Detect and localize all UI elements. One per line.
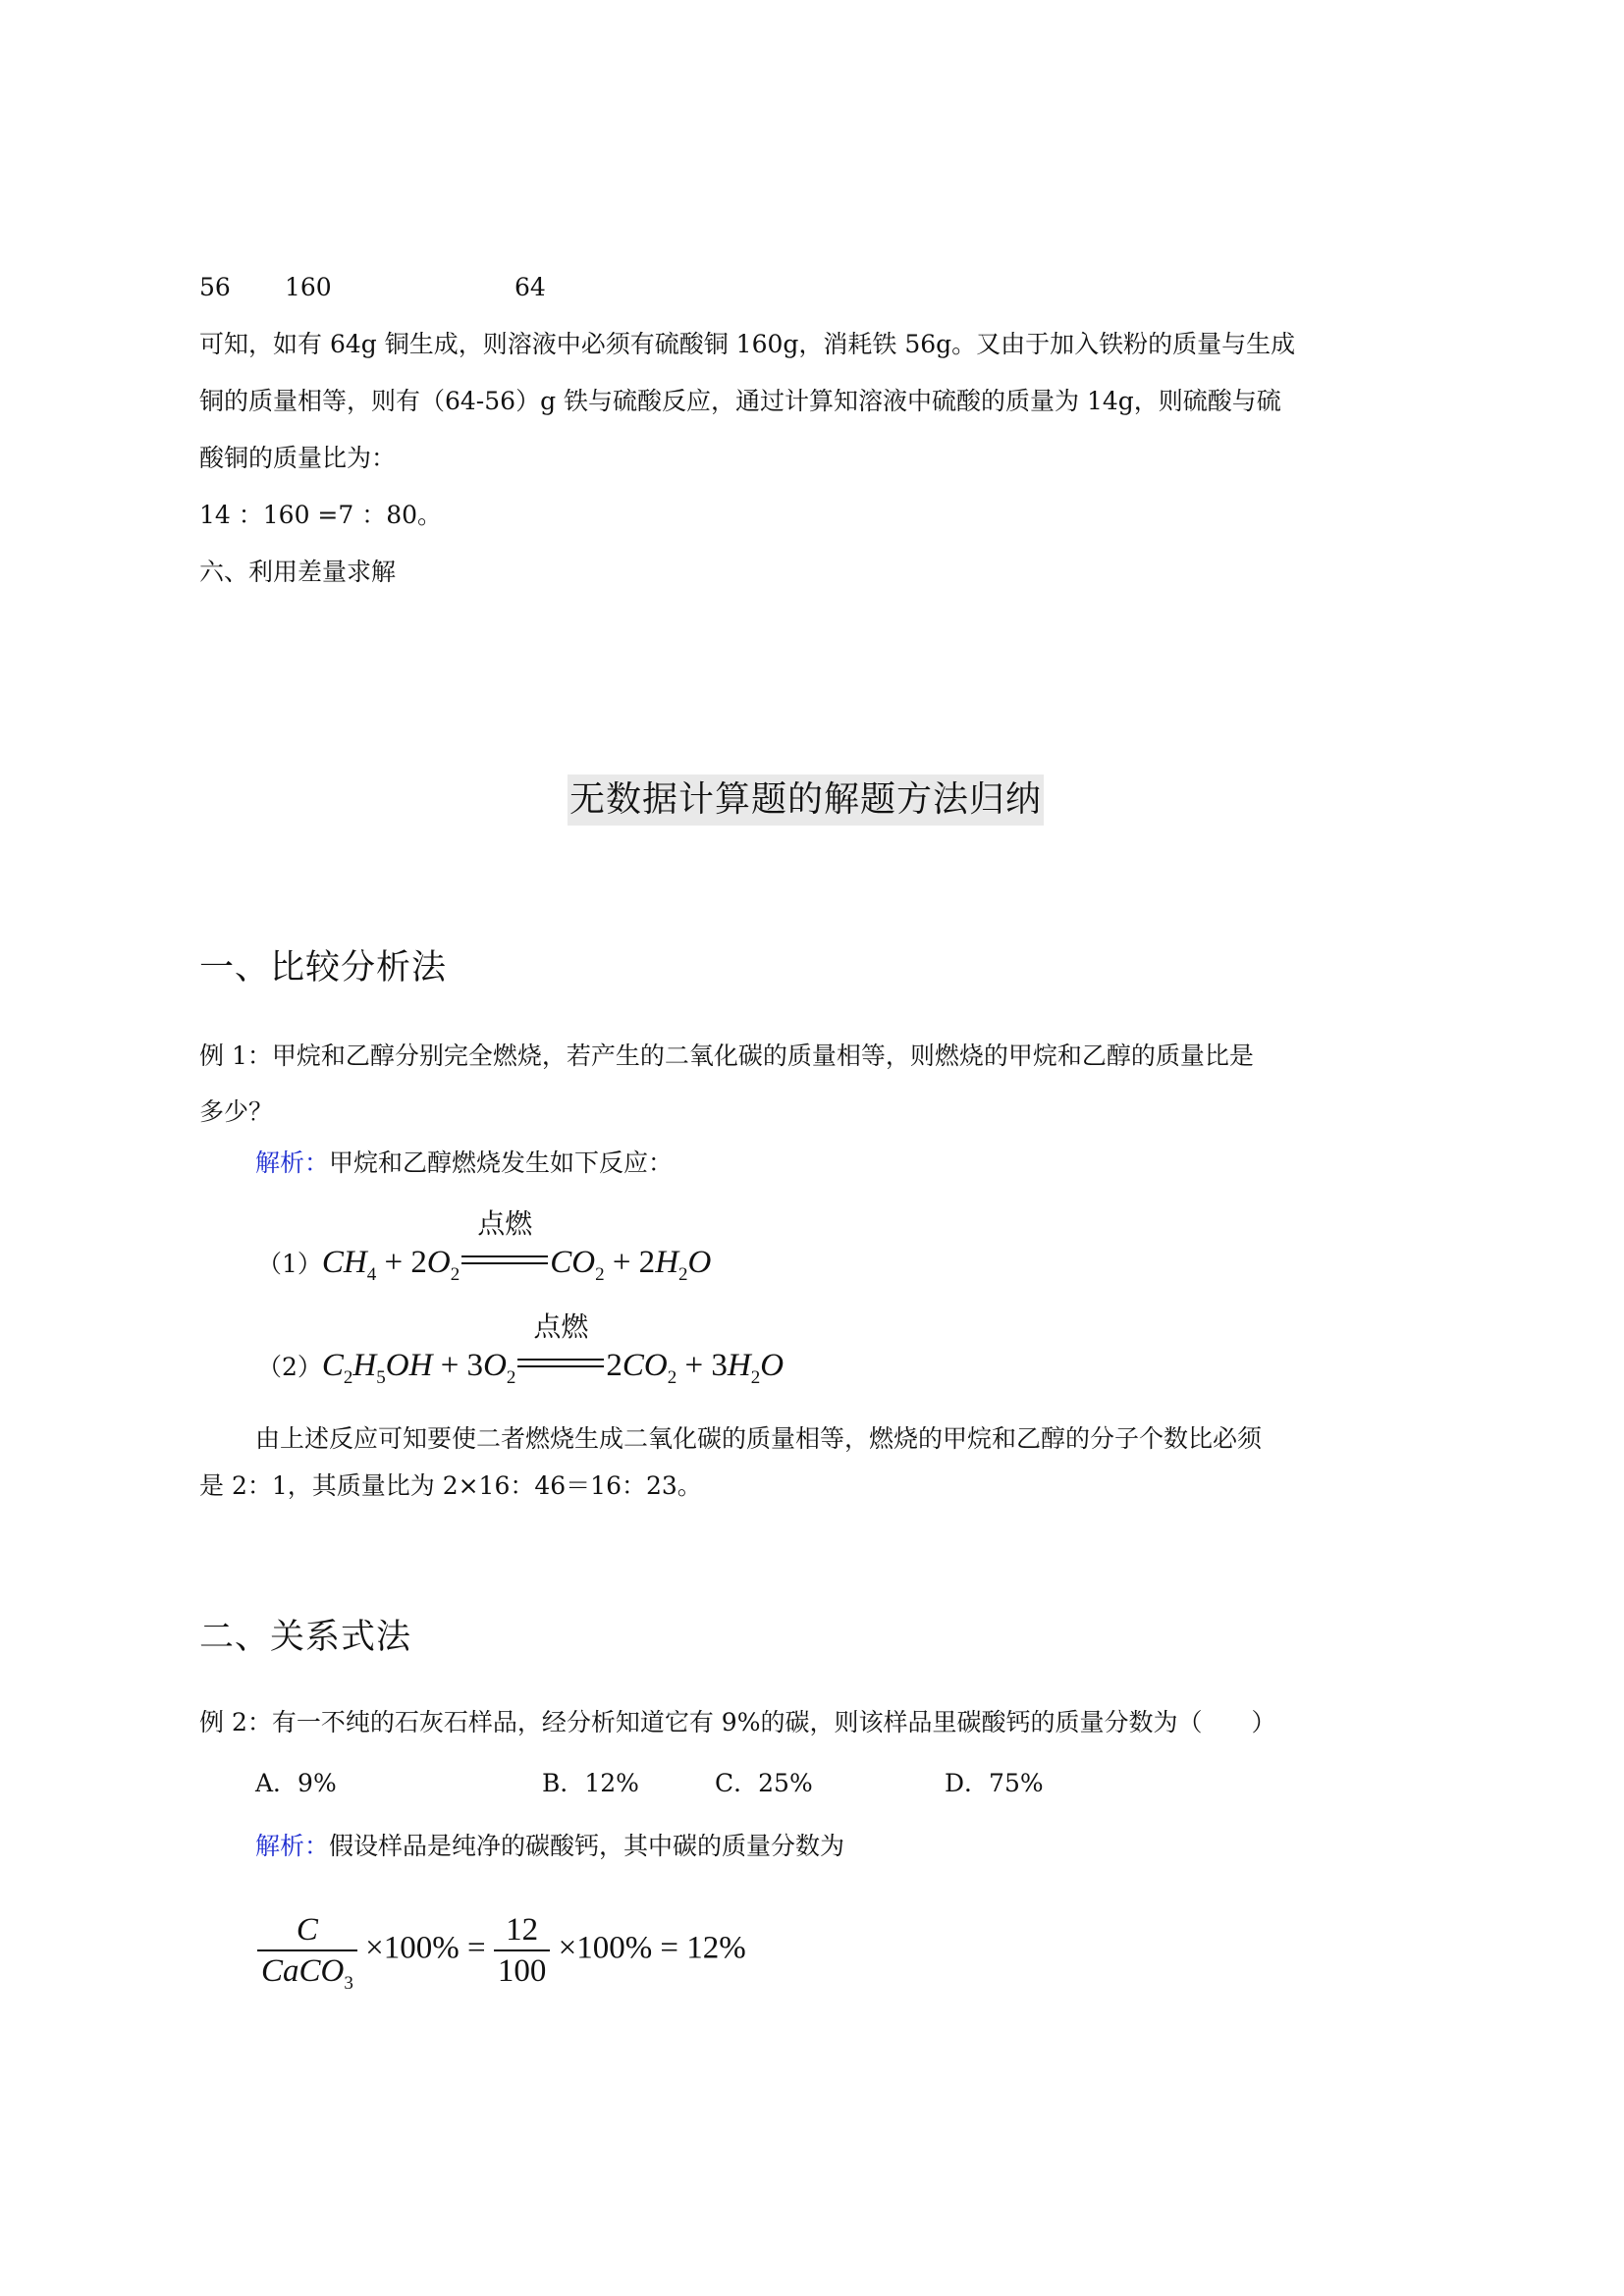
option-a: A．9% xyxy=(255,1769,337,1797)
example-2-line: 例 2：有一不纯的石灰石样品，经分析知道它有 9%的碳，则该样品里碳酸钙的质量分数为（ ） xyxy=(199,1708,1276,1736)
heading-six: 六、利用差量求解 xyxy=(199,558,397,586)
fraction-c-over-caco3: $\frac{C}{CaCO_3}$ xyxy=(257,1910,357,1991)
equation-1-label: （1） xyxy=(257,1250,322,1278)
document-title: 无数据计算题的解题方法归纳 xyxy=(568,774,1044,826)
equation-2: $(2)C_2H_5OH + 3O_2$ 点燃 $2CO_2 + 3H_2O$ xyxy=(257,1310,785,1388)
conclusion-line: 由上述反应可知要使二者燃烧生成二氧化碳的质量相等，燃烧的甲烷和乙醇的分子个数比必须 xyxy=(255,1424,1263,1453)
section-heading-2: 二、关系式法 xyxy=(199,1618,412,1657)
analysis-label: 解析： xyxy=(255,1832,330,1860)
fraction-12-over-100: $\frac{12}{100}$ xyxy=(494,1910,551,1991)
calc-number-160: 160 xyxy=(285,273,332,301)
option-c: C．25% xyxy=(715,1769,813,1797)
option-b: B．12% xyxy=(542,1769,639,1797)
option-d: D．75% xyxy=(945,1769,1044,1797)
example-1-line: 例 1：甲烷和乙醇分别完全燃烧，若产生的二氧化碳的质量相等，则燃烧的甲烷和乙醇的质量比是 xyxy=(199,1041,1254,1070)
equation-2-label: （2） xyxy=(257,1353,322,1381)
example-1-line: 多少？ xyxy=(199,1097,274,1126)
analysis-label: 解析： xyxy=(255,1148,330,1177)
analysis-text: 甲烷和乙醇燃烧发生如下反应： xyxy=(329,1148,674,1177)
paragraph-line: 可知，如有 64g 铜生成，则溶液中必须有硫酸铜 160g，消耗铁 56g。又由于加入铁粉的质量与生成 xyxy=(199,330,1296,358)
section-heading-1: 一、比较分析法 xyxy=(199,948,448,988)
reaction-condition: 点燃 xyxy=(460,1243,550,1282)
paragraph-line: 酸铜的质量比为： xyxy=(199,444,397,472)
paragraph-line: 铜的质量相等，则有（64-56）g 铁与硫酸反应，通过计算知溶液中硫酸的质量为 14g，则硫酸与硫 xyxy=(199,387,1281,415)
ratio-line: 14 ：160 =7 ：80。 xyxy=(199,501,443,529)
analysis-line-2 xyxy=(255,1832,844,1861)
calc-number-56: 56 xyxy=(199,273,231,301)
mass-fraction-formula: $\frac{C}{CaCO_3}$ ×100% = $\frac{12}{100}$ ×100% = 12% xyxy=(257,1910,746,1991)
reaction-condition: 点燃 xyxy=(515,1346,606,1385)
analysis-line-1 xyxy=(255,1148,673,1178)
conclusion-line: 是 2：1，其质量比为 2×16：46＝16：23。 xyxy=(199,1471,702,1500)
calc-number-64: 64 xyxy=(514,273,546,301)
analysis-text: 假设样品是纯净的碳酸钙，其中碳的质量分数为 xyxy=(329,1832,845,1860)
equation-1: $(1)CH_4 + 2O_2$ 点燃 $CO_2 + 2H_2O$ xyxy=(257,1207,712,1285)
